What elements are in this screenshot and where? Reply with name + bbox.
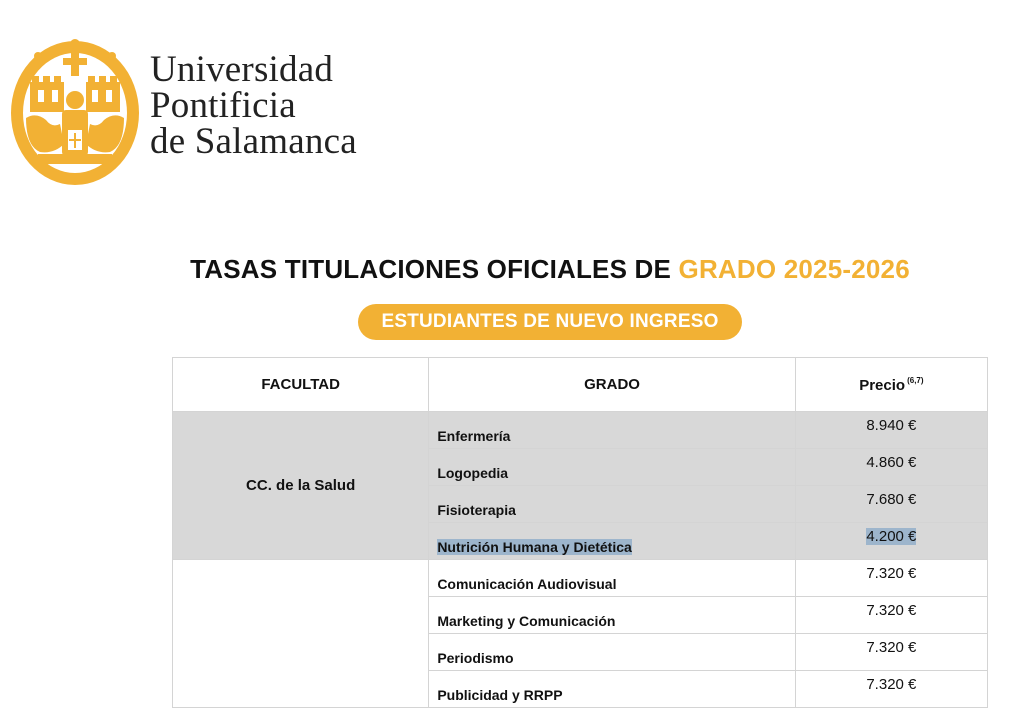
header-precio-note: (6,7) <box>907 375 924 385</box>
table-row <box>173 412 988 449</box>
grado-cell: Fisioterapia <box>429 486 795 523</box>
precio-cell <box>795 523 987 560</box>
table-header-row <box>173 358 988 412</box>
precio-cell: 7.320 € <box>795 634 987 671</box>
header-facultad: FACULTAD <box>173 358 429 412</box>
selected-text: 4.200 € <box>866 528 917 545</box>
precio-cell: 7.680 € <box>795 486 987 523</box>
header-precio-label: Precio <box>859 376 906 394</box>
precio-cell: 4.860 € <box>795 449 987 486</box>
logo-line-2: Pontificia <box>150 85 296 126</box>
grado-cell: Publicidad y RRPP <box>429 671 795 708</box>
fees-table <box>172 357 988 708</box>
facultad-cell: CC. de la Salud <box>173 412 429 560</box>
logo-line-3: de Salamanca <box>150 121 357 162</box>
grado-cell: Comunicación Audiovisual <box>429 560 795 597</box>
table-row <box>173 560 988 597</box>
precio-cell: 7.320 € <box>795 597 987 634</box>
audience-badge <box>358 304 742 340</box>
header-precio <box>795 358 987 412</box>
header-grado: GRADO <box>429 358 795 412</box>
precio-cell: 7.320 € <box>795 560 987 597</box>
university-seal-icon <box>8 38 142 188</box>
page-title <box>0 254 1024 285</box>
grado-cell: Marketing y Comunicación <box>429 597 795 634</box>
title-main: TASAS TITULACIONES OFICIALES DE <box>190 254 679 284</box>
precio-cell: 8.940 € <box>795 412 987 449</box>
selected-text: Nutrición Humana y Dietética <box>437 539 632 555</box>
grado-cell: Periodismo <box>429 634 795 671</box>
grado-cell <box>429 523 795 560</box>
title-accent: GRADO 2025-2026 <box>678 254 910 284</box>
facultad-cell <box>173 560 429 708</box>
audience-badge-label: ESTUDIANTES DE NUEVO INGRESO <box>381 311 719 332</box>
grado-cell: Enfermería <box>429 412 795 449</box>
precio-cell: 7.320 € <box>795 671 987 708</box>
university-name <box>150 49 410 162</box>
logo-line-1: Universidad <box>150 49 334 90</box>
grado-cell: Logopedia <box>429 449 795 486</box>
